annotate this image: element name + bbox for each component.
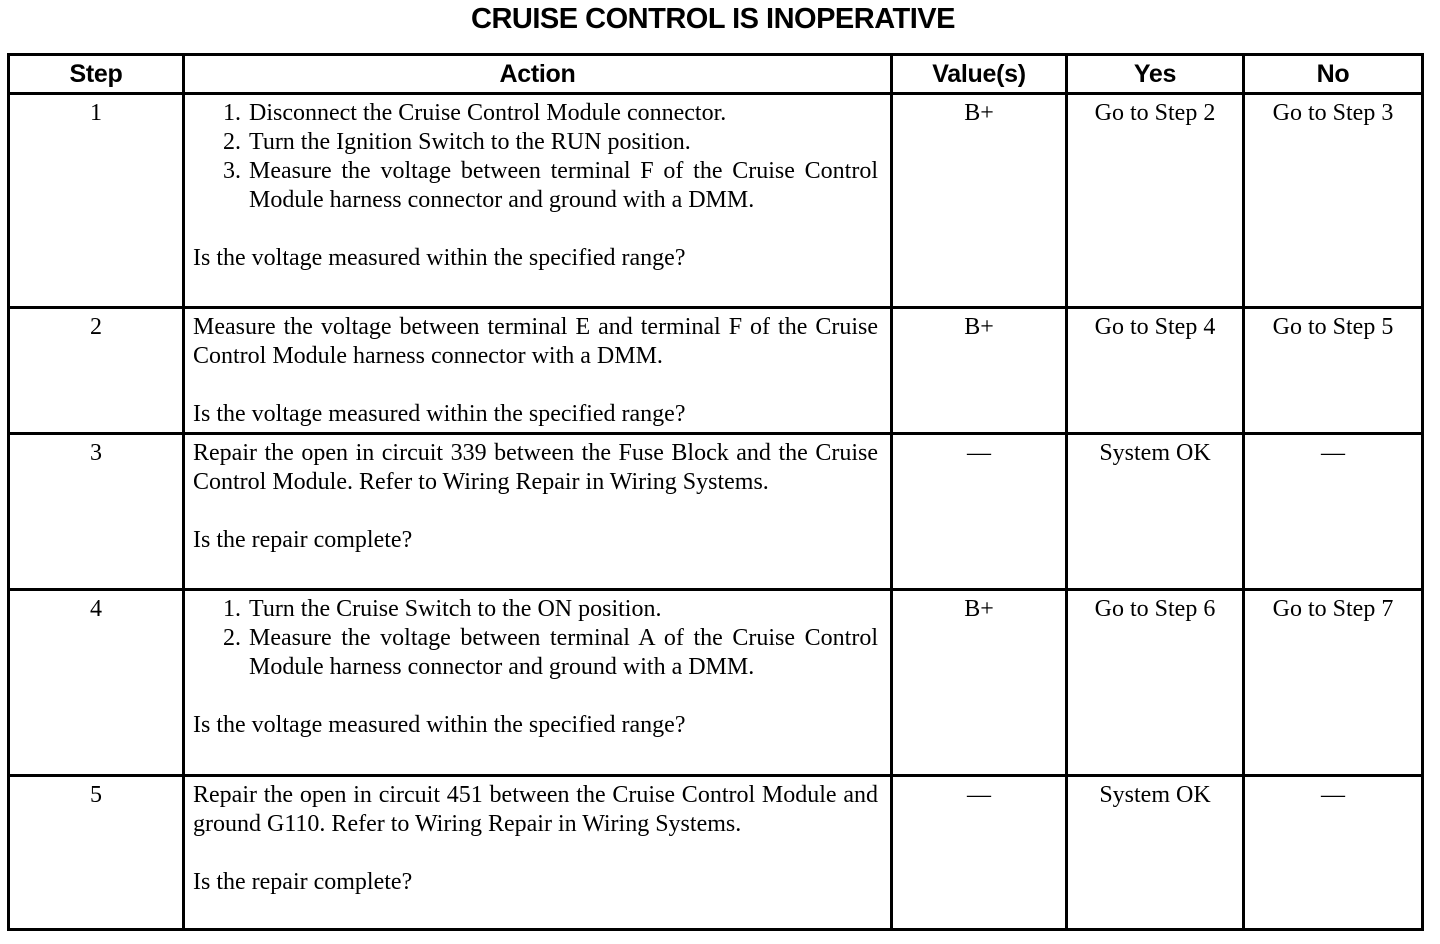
- table-row: [9, 94, 1423, 308]
- action-question: Is the voltage measured within the specified range?: [193, 401, 686, 427]
- action-step-text: Turn the Ignition Switch to the RUN position.: [249, 129, 691, 155]
- yes-cell: Go to Step 2: [1067, 94, 1244, 308]
- action-step: [223, 624, 878, 682]
- action-cell: [184, 776, 892, 930]
- action-step-number: 2.: [223, 625, 241, 651]
- action-question: Is the repair complete?: [193, 869, 413, 895]
- yes-cell: System OK: [1067, 434, 1244, 590]
- value-cell: B+: [892, 590, 1067, 776]
- step-number: 1: [9, 94, 184, 308]
- page-title: CRUISE CONTROL IS INOPERATIVE: [471, 3, 955, 35]
- no-cell: Go to Step 3: [1244, 94, 1423, 308]
- action-cell: [184, 94, 892, 308]
- action-step: [223, 595, 878, 624]
- action-cell: [184, 590, 892, 776]
- header-values: Value(s): [892, 55, 1067, 94]
- action-step-text: Measure the voltage between terminal A of the Cruise Control Module harness connector and ground with a DMM.: [249, 625, 878, 680]
- diagnostic-table: [7, 53, 1424, 931]
- action-question: Is the repair complete?: [193, 527, 413, 553]
- no-cell: —: [1244, 776, 1423, 930]
- table-row: [9, 776, 1423, 930]
- action-question: Is the voltage measured within the specified range?: [193, 245, 686, 271]
- action-cell: [184, 308, 892, 434]
- action-step: [223, 157, 878, 215]
- no-cell: Go to Step 7: [1244, 590, 1423, 776]
- header-no: No: [1244, 55, 1423, 94]
- action-step-text: Disconnect the Cruise Control Module connector.: [249, 100, 727, 126]
- value-cell: B+: [892, 94, 1067, 308]
- step-number: 4: [9, 590, 184, 776]
- action-step-text: Turn the Cruise Switch to the ON position.: [249, 596, 662, 622]
- action-step-number: 1.: [223, 596, 241, 622]
- value-cell: B+: [892, 308, 1067, 434]
- value-cell: —: [892, 434, 1067, 590]
- header-step: Step: [9, 55, 184, 94]
- action-text: Repair the open in circuit 339 between the Fuse Block and the Cruise Control Module. Refer to Wiring Repair in Wiring Systems.: [193, 440, 878, 495]
- step-number: 5: [9, 776, 184, 930]
- header-yes: Yes: [1067, 55, 1244, 94]
- action-text: Repair the open in circuit 451 between the Cruise Control Module and ground G110. Refer to Wiring Repair in Wiring Systems.: [193, 782, 878, 837]
- table-header-row: [9, 55, 1423, 94]
- action-steps-list: [193, 99, 878, 215]
- no-cell: Go to Step 5: [1244, 308, 1423, 434]
- yes-cell: Go to Step 4: [1067, 308, 1244, 434]
- action-question: Is the voltage measured within the specified range?: [193, 712, 686, 738]
- no-cell: —: [1244, 434, 1423, 590]
- action-steps-list: [193, 595, 878, 682]
- step-number: 3: [9, 434, 184, 590]
- action-step-text: Measure the voltage between terminal F of the Cruise Control Module harness connector and ground with a DMM.: [249, 158, 878, 213]
- yes-cell: System OK: [1067, 776, 1244, 930]
- table-row: [9, 590, 1423, 776]
- action-step-number: 1.: [223, 100, 241, 126]
- value-cell: —: [892, 776, 1067, 930]
- action-cell: [184, 434, 892, 590]
- table-row: [9, 434, 1423, 590]
- action-step-number: 2.: [223, 129, 241, 155]
- action-step: [223, 99, 878, 128]
- yes-cell: Go to Step 6: [1067, 590, 1244, 776]
- table-row: [9, 308, 1423, 434]
- action-text: Measure the voltage between terminal E and terminal F of the Cruise Control Module harness connector with a DMM.: [193, 314, 878, 369]
- header-action: Action: [184, 55, 892, 94]
- step-number: 2: [9, 308, 184, 434]
- action-step: [223, 128, 878, 157]
- action-step-number: 3.: [223, 158, 241, 184]
